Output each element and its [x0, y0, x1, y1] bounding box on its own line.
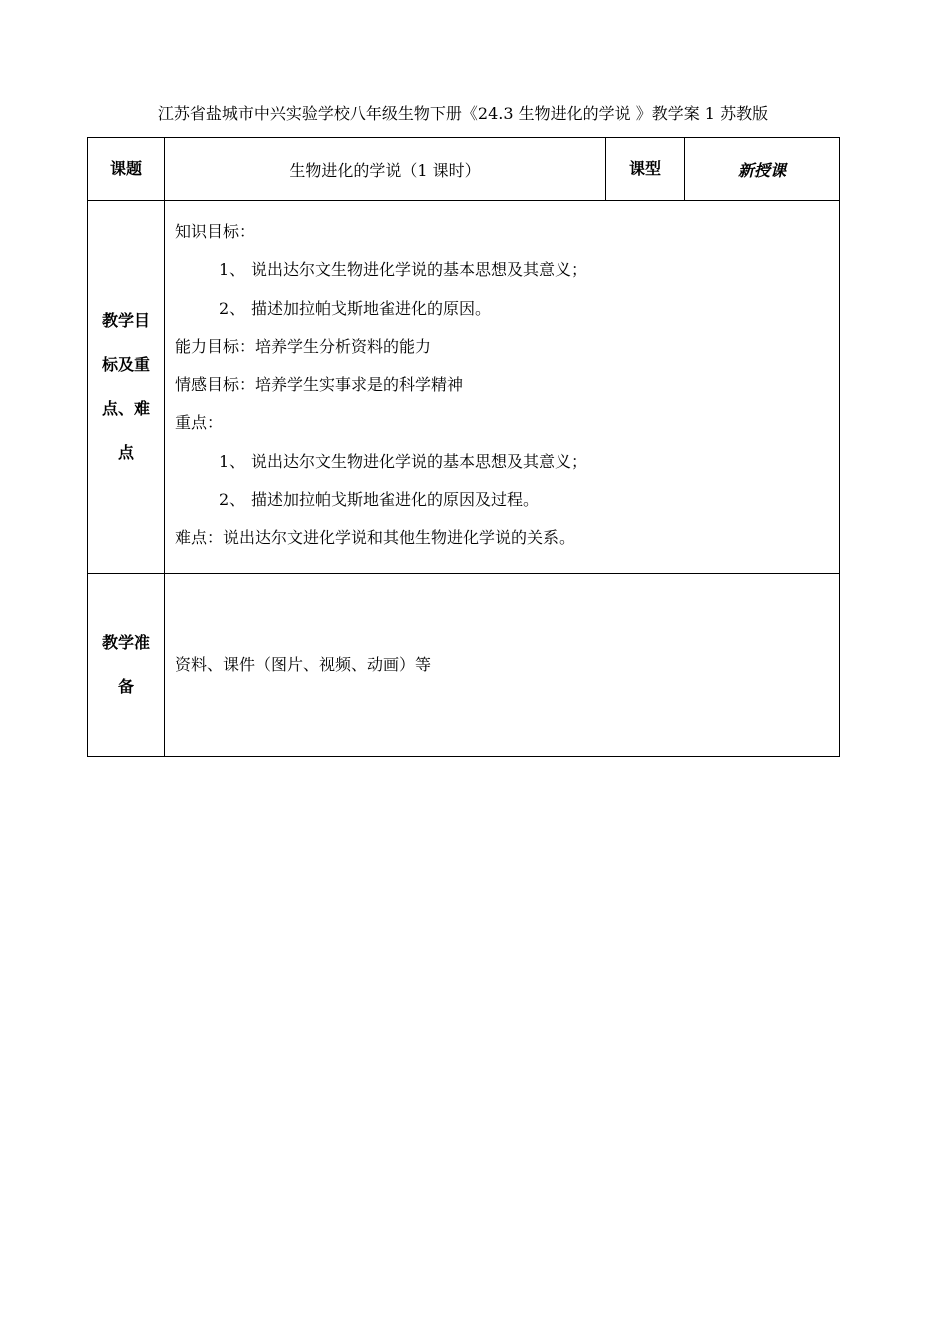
preparation-label [88, 574, 165, 757]
item-text: 说出达尔文生物进化学说的基本思想及其意义； [251, 260, 588, 280]
key-points-heading: 重点： [175, 413, 224, 433]
key-point-item [175, 481, 829, 519]
knowledge-item [175, 251, 829, 289]
lesson-type-value: 新授课 [685, 138, 840, 201]
lesson-type-label: 课型 [606, 138, 685, 201]
item-text: 描述加拉帕戈斯地雀进化的原因及过程。 [251, 490, 540, 510]
emotion-objective: 情感目标：培养学生实事求是的科学精神 [175, 375, 464, 395]
preparation-label-line: 备 [117, 677, 134, 696]
preparation-label-line: 教学准 [101, 633, 150, 652]
row-topic [88, 138, 840, 201]
row-preparation [88, 574, 840, 757]
item-number: 2、 [219, 298, 246, 318]
knowledge-heading: 知识目标： [175, 222, 256, 241]
item-number: 1、 [219, 451, 246, 471]
difficulty-point: 难点：说出达尔文进化学说和其他生物进化学说的关系。 [175, 528, 576, 548]
preparation-value: 资料、课件（图片、视频、动画）等 [165, 574, 840, 757]
objectives-label-line: 点、难 [101, 399, 150, 418]
item-text: 描述加拉帕戈斯地雀进化的原因。 [251, 298, 492, 318]
lesson-plan-table [87, 137, 840, 757]
item-number: 2、 [219, 490, 246, 510]
objectives-content [165, 201, 840, 574]
key-point-item [175, 443, 829, 481]
ability-objective: 能力目标：培养学生分析资料的能力 [175, 336, 432, 356]
item-number: 1、 [219, 260, 246, 280]
objectives-label-line: 标及重 [101, 355, 150, 374]
objectives-label [88, 201, 165, 574]
topic-label: 课题 [88, 138, 165, 201]
row-objectives [88, 201, 840, 574]
objectives-label-line: 点 [117, 443, 134, 462]
objectives-label-line: 教学目 [101, 311, 150, 330]
knowledge-item [175, 290, 829, 328]
topic-value: 生物进化的学说（1 课时） [165, 138, 606, 201]
document-title: 江苏省盐城市中兴实验学校八年级生物下册《24.3 生物进化的学说 》教学案 1 苏教版 [157, 104, 769, 123]
item-text: 说出达尔文生物进化学说的基本思想及其意义； [251, 451, 588, 471]
